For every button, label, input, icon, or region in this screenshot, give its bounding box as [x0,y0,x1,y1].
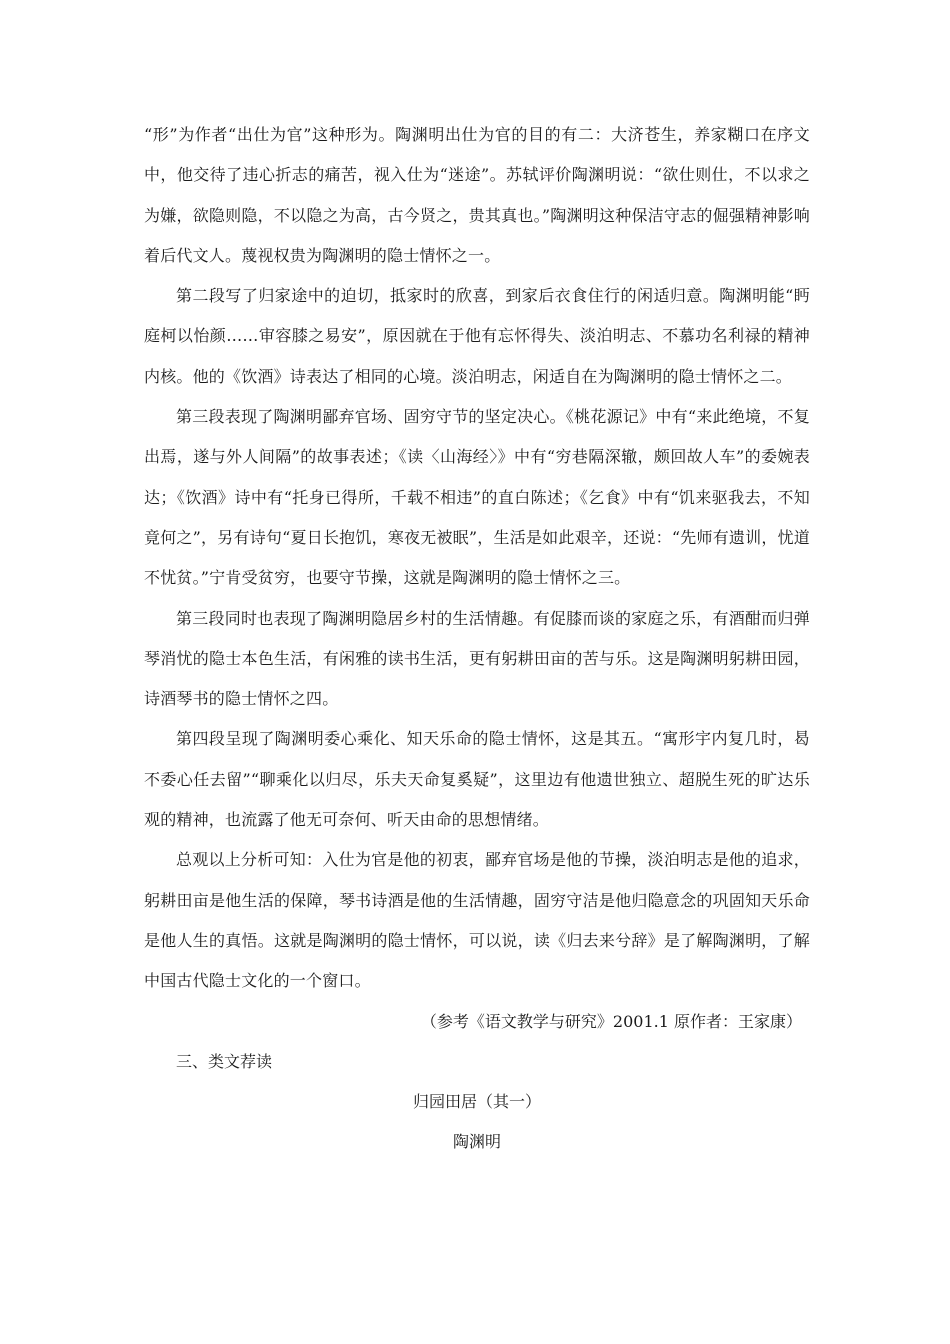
paragraph-4: 第三段同时也表现了陶渊明隐居乡村的生活情趣。有促膝而谈的家庭之乐，有酒酣而归弹琴消忧的隐士本色生活，有闲雅的读书生活，更有躬耕田亩的苦与乐。这是陶渊明躬耕田园，诗酒琴书的隐士情怀之四。 [144,608,810,709]
section-heading: 三、类文荐读 [176,1051,273,1071]
paragraph-1: “形”为作者“出仕为官”这种形为。陶渊明出仕为官的目的有二：大济苍生，养家糊口在序文中，他交待了违心折志的痛苦，视入仕为“迷途”。苏轼评价陶渊明说：“欲仕则仕，不以求之为嫌，欲隐则隐，不以隐之为高，古今贤之，贵其真也。”陶渊明这种保洁守志的倔强精神影响着后代文人。蔑视权贵为陶渊明的隐士情怀之一。 [144,125,810,265]
citation: （参考《语文教学与研究》2001.1 原作者：王家康） [420,1011,802,1031]
document-body [144,115,810,1163]
paragraph-6: 总观以上分析可知：入仕为官是他的初衷，鄙弃官场是他的节操，淡泊明志是他的追求，躬耕田亩是他生活的保障，琴书诗酒是他的生活情趣，固穷守洁是他归隐意念的巩固知天乐命是他人生的真悟。这就是陶渊明的隐士情怀，可以说，读《归去来兮辞》是了解陶渊明，了解中国古代隐士文化的一个窗口。 [144,850,810,991]
poem-title: 归园田居（其一） [412,1092,541,1112]
paragraph-5: 第四段呈现了陶渊明委心乘化、知天乐命的隐士情怀，这是其五。“寓形宇内复几时，曷不委心任去留”“聊乘化以归尽，乐夫天命复奚疑”，这里边有他遗世独立、超脱生死的旷达乐观的精神，也流露了他无可奈何、听天由命的思想情绪。 [144,729,810,830]
poem-author: 陶渊明 [452,1132,501,1152]
paragraph-3: 第三段表现了陶渊明鄙弃官场、固穷守节的坚定决心。《桃花源记》中有“来此绝境，不复出焉，遂与外人间隔”的故事表述；《读〈山海经〉》中有“穷巷隔深辙，颇回故人车”的委婉表达；《饮酒》诗中有“托身已得所，千载不相违”的直白陈述；《乞食》中有“饥来驱我去，不知竟何之”，另有诗句“夏日长抱饥，寒夜无被眠”，生活是如此艰辛，还说：“先师有遗训，忧道不忧贫。”宁肯受贫穷，也要守节操，这就是陶渊明的隐士情怀之三。 [144,407,810,588]
paragraph-2: 第二段写了归家途中的迫切，抵家时的欣喜，到家后衣食住行的闲适归意。陶渊明能“眄庭柯以怡颜……审容膝之易安”，原因就在于他有忘怀得失、淡泊明志、不慕功名利禄的精神内核。他的《饮酒》诗表达了相同的心境。淡泊明志，闲适自在为陶渊明的隐士情怀之二。 [144,286,810,386]
